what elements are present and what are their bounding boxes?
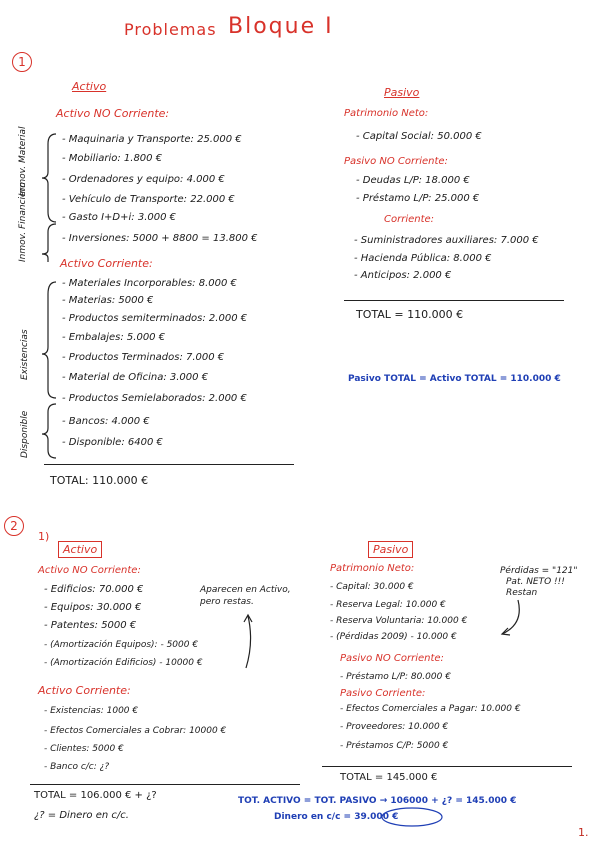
p2-total-activo: TOTAL = 106.000 € + ¿? xyxy=(34,790,157,801)
p2-activo-title: Activo xyxy=(58,541,102,558)
p1-pasivo-title: Pasivo xyxy=(384,86,420,99)
p2-pn-item: - Reserva Legal: 10.000 € xyxy=(330,600,446,610)
p1-ac-item: - Disponible: 6400 € xyxy=(62,437,163,448)
p1-ac-item: - Materiales Incorporables: 8.000 € xyxy=(62,278,237,289)
p1-ac-item: - Embalajes: 5.000 € xyxy=(62,332,166,343)
p2-ac-item: - Clientes: 5000 € xyxy=(44,744,124,754)
p2-anc-item: - Equipos: 30.000 € xyxy=(44,602,142,613)
p2-note-activo: Aparecen en Activo, pero restas. xyxy=(200,585,291,607)
p1-left-brackets xyxy=(36,132,62,462)
p1-anc-item: - Maquinaria y Transporte: 25.000 € xyxy=(62,134,242,145)
p1-pc-item: - Suministradores auxiliares: 7.000 € xyxy=(354,235,539,246)
p2-anc-item: - Patentes: 5000 € xyxy=(44,620,137,631)
p1-ac-item: - Productos Semielaborados: 2.000 € xyxy=(62,393,247,404)
p2-total-pasivo: TOTAL = 145.000 € xyxy=(340,772,438,783)
p2-pn-item: - (Pérdidas 2009) - 10.000 € xyxy=(330,632,457,642)
p1-pasivo-total-rule xyxy=(344,300,564,301)
p1-pnc-item: - Préstamo L/P: 25.000 € xyxy=(356,193,480,204)
p2-note-arrow xyxy=(238,612,258,672)
p2-pn-item: - Reserva Voluntaria: 10.000 € xyxy=(330,616,468,626)
p2-equality-1: TOT. ACTIVO = TOT. PASIVO → 106000 + ¿? = 145.000 € xyxy=(238,796,517,806)
p1-label-inmov-material: Inmov. Material xyxy=(18,126,28,196)
p1-ac-item: - Material de Oficina: 3.000 € xyxy=(62,372,209,383)
p2-pasivo-total-rule xyxy=(322,766,572,767)
p2-equality-2: Dinero en c/c = 39.000 € xyxy=(274,812,399,822)
p2-anc-item: - (Amortización Edificios) - 10000 € xyxy=(44,658,203,668)
p2-note-pasivo-arrow xyxy=(498,598,528,638)
p2-pnc-title: Pasivo NO Corriente: xyxy=(340,653,444,664)
p2-anc-item: - (Amortización Equipos): - 5000 € xyxy=(44,640,199,650)
p1-ac-title: Activo Corriente: xyxy=(60,257,153,270)
p2-pc-item: - Efectos Comerciales a Pagar: 10.000 € xyxy=(340,704,521,714)
p1-label-disponible: Disponible xyxy=(20,410,30,458)
p1-ac-item: - Productos semiterminados: 2.000 € xyxy=(62,313,248,324)
p1-pnc-title: Pasivo NO Corriente: xyxy=(344,156,448,167)
p2-ac-item: - Banco c/c: ¿? xyxy=(44,762,110,772)
page-number: 1. xyxy=(578,826,589,839)
p1-label-existencias: Existencias xyxy=(20,329,30,380)
p1-ac-item: - Materias: 5000 € xyxy=(62,295,154,306)
p1-ac-item: - Bancos: 4.000 € xyxy=(62,416,150,427)
p1-total-pasivo: TOTAL = 110.000 € xyxy=(356,308,464,321)
p2-pc-item: - Proveedores: 10.000 € xyxy=(340,722,449,732)
p1-ac-item: - Productos Terminados: 7.000 € xyxy=(62,352,225,363)
p1-pn-title: Patrimonio Neto: xyxy=(344,108,429,119)
p2-result-circle xyxy=(380,806,444,828)
header-bloque: Bloque I xyxy=(228,14,334,39)
p2-pn-item: - Capital: 30.000 € xyxy=(330,582,414,592)
p1-pc-item: - Anticipos: 2.000 € xyxy=(354,270,452,281)
p1-activo-total-rule xyxy=(44,464,294,465)
p2-activo-total-rule xyxy=(30,784,300,785)
p2-note-pasivo-line: Pat. NETO !!! xyxy=(506,577,565,587)
p1-total-activo: TOTAL: 110.000 € xyxy=(50,474,149,487)
p2-dinero-note: ¿? = Dinero en c/c. xyxy=(34,810,129,821)
problem-2-number: 2 xyxy=(4,516,24,536)
p2-pn-title: Patrimonio Neto: xyxy=(330,563,415,574)
p2-ac-title: Activo Corriente: xyxy=(38,684,131,697)
p2-ac-item: - Efectos Comerciales a Cobrar: 10000 € xyxy=(44,726,227,736)
p2-pasivo-title: Pasivo xyxy=(368,541,413,558)
p1-anc-item: - Gasto I+D+i: 3.000 € xyxy=(62,212,176,223)
p2-note-pasivo xyxy=(500,566,578,599)
p2-pc-item: - Préstamos C/P: 5000 € xyxy=(340,741,449,751)
p1-pc-item: - Hacienda Pública: 8.000 € xyxy=(354,253,492,264)
p2-pc-title: Pasivo Corriente: xyxy=(340,688,426,699)
p1-label-inmov-financiero: Inmov. Financiero xyxy=(18,182,28,262)
p2-pnc-item: - Préstamo L/P: 80.000 € xyxy=(340,672,451,682)
p2-ac-item: - Existencias: 1000 € xyxy=(44,706,139,716)
p2-subnumber: 1) xyxy=(38,530,50,543)
p1-anc-item: - Mobiliario: 1.800 € xyxy=(62,153,163,164)
p1-pnc-item: - Deudas L/P: 18.000 € xyxy=(356,175,470,186)
header-problemas: Problemas xyxy=(124,20,217,39)
p1-pn-item: - Capital Social: 50.000 € xyxy=(356,131,482,142)
p2-note-pasivo-line: Pérdidas = "121" xyxy=(500,566,578,576)
p1-equality: Pasivo TOTAL = Activo TOTAL = 110.000 € xyxy=(348,374,561,384)
p1-activo-title: Activo xyxy=(72,80,107,93)
p2-note-pasivo-line: Restan xyxy=(506,588,538,598)
p1-anc-title: Activo NO Corriente: xyxy=(56,107,170,120)
p1-anc-item: - Ordenadores y equipo: 4.000 € xyxy=(62,174,225,185)
p1-pc-title: Corriente: xyxy=(384,214,435,225)
problem-1-number: 1 xyxy=(12,52,32,72)
p2-anc-item: - Edificios: 70.000 € xyxy=(44,584,144,595)
p2-anc-title: Activo NO Corriente: xyxy=(38,565,141,576)
p1-anc-item: - Vehículo de Transporte: 22.000 € xyxy=(62,194,235,205)
p1-anc-item: - Inversiones: 5000 + 8800 = 13.800 € xyxy=(62,233,258,244)
